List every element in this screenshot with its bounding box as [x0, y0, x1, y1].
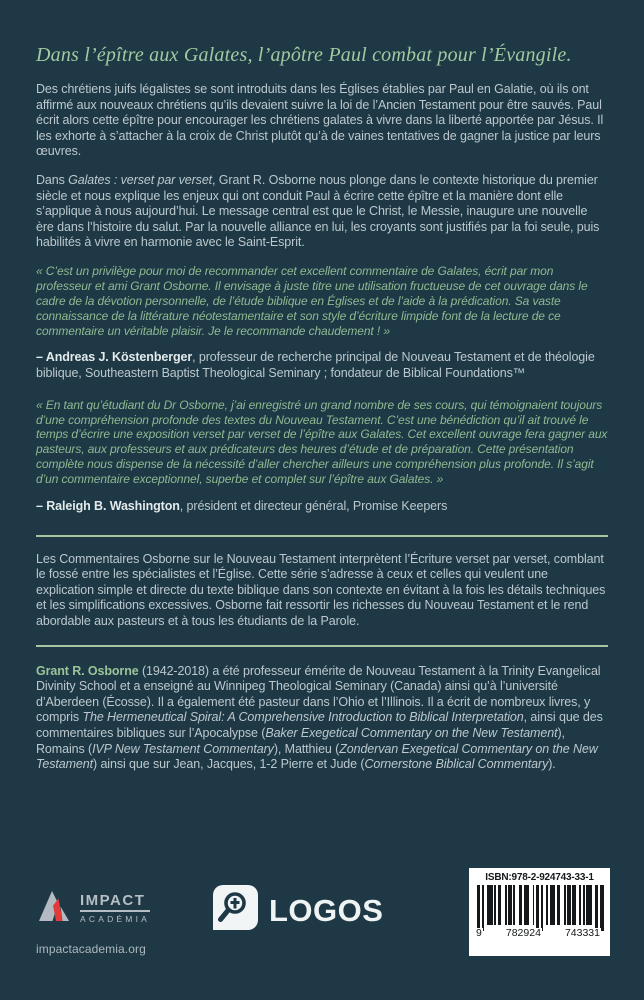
impact-rule [80, 910, 150, 912]
isbn-barcode [469, 868, 610, 956]
isbn-number: ISBN:978-2-924743-33-1 [485, 872, 594, 883]
impact-website-url: impactacademia.org [36, 942, 146, 956]
publisher-footer [36, 862, 610, 972]
impact-logo-lockup [36, 888, 166, 929]
barcode-digit-group: 743331 [564, 927, 600, 939]
divider-bottom [36, 645, 608, 647]
intro-paragraph-2: Dans Galates : verset par verset, Grant R. Osborne nous plonge dans le contexte historique du premier siècle et nous explique les enjeux qui ont conduit Paul à écrire cette épître et la manière dont elle s’applique à nous aujourd’hui. Le message central est que le Christ, le Messie, inaugure une nouvelle ère dans l’histoire du salut. Par la nouvelle alliance en lui, les croyants sont justifiés par la foi seule, puis habilités à vivre en harmonie avec le Saint-Esprit. [36, 172, 600, 250]
impact-name-text: IMPACT [80, 892, 146, 909]
mountain-logo-icon [36, 888, 72, 929]
endorsement-attribution-1: – Andreas J. Köstenberger, professeur de recherche principal de Nouveau Testament et de théologie biblique, Southeastern Baptist Theological Seminary ; fondateur de Biblical Foundations™ [36, 350, 595, 381]
barcode-digits [475, 928, 604, 939]
impact-wordmark [80, 893, 150, 924]
headline: Dans l’épître aux Galates, l’apôtre Paul combat pour l’Évangile. [36, 44, 572, 66]
intro-paragraph-1: Des chrétiens juifs légalistes se sont introduits dans les Églises établies par Paul en Galatie, où ils ont affirmé aux nouveaux chrétiens qu’ils devaient suivre la loi de l’Ancien Testament pour être sauvés. Paul écrit alors cette épître pour encourager les chrétiens galates à vivre dans la liberté apportée par Jésus. Il les exhorte à s’attacher à la croix de Christ plutôt qu’à de vaines tentatives de gagner la justice par leurs œuvres. [36, 82, 604, 159]
series-description: Les Commentaires Osborne sur le Nouveau Testament interprètent l’Écriture verset par verset, comblant le fossé entre les spécialistes et l’Église. Cette série s’adresse à ceux et celles qui veulent une explication simple et directe du texte biblique dans son contexte en évitant à la fois les détails techniques et les simplifications excessives. Osborne fait ressortir les richesses du Nouveau Testament et le rend abordable aux pasteurs et à tous les étudiants de la Parole. [36, 551, 606, 629]
academia-name-text: ACADÉMIA [80, 914, 150, 924]
barcode-digit-group: 782924 [505, 927, 541, 939]
logos-wordmark: LOGOS [269, 892, 384, 928]
logos-logo [212, 884, 383, 936]
impact-academia-logo [36, 862, 166, 956]
barcode-bars [475, 885, 604, 931]
endorsement-attribution-2: – Raleigh B. Washington, président et directeur général, Promise Keepers [36, 499, 448, 514]
author-bio: Grant R. Osborne (1942-2018) a été professeur émérite de Nouveau Testament à la Trinity Evangelical Divinity School et a enseigné au Winnipeg Theological Seminary (Canada) ainsi qu’à l’université d’Aberdeen (Écosse). Il a également été pasteur dans l’Ohio et l’Illinois. Il a écrit de nombreux livres, y compris The Hermeneutical Spiral: A Comprehensive Introduction to Biblical Interpretation, ainsi que des commentaires bibliques sur l’Apocalypse (Baker Exegetical Commentary on the New Testament), Romains (IVP New Testament Commentary), Matthieu (Zondervan Exegetical Commentary on the New Testament) ainsi que sur Jean, Jacques, 1-2 Pierre et Jude (Cornerstone Biblical Commentary). [36, 663, 603, 772]
barcode-digit-group: 9 [476, 927, 482, 939]
endorsement-quote-2: « En tant qu’étudiant du Dr Osborne, j’ai enregistré un grand nombre de ses cours, qui témoignaient toujours d’une compréhension profonde des textes du Nouveau Testament. C’est une bénédiction qu’il ait trouvé le temps d’écrire une exposition verset par verset de l’épître aux Galates. Cet excellent ouvrage fera gagner aux pasteurs, aux professeurs et aux prédicateurs des heures d’étude et de préparation. Cette présentation complète nous dispense de la nécessité d’aller chercher ailleurs une compréhension plus profonde. Il s’agit d’un commentaire exceptionnel, superbe et complet sur l’épître aux Galates. » [36, 397, 608, 487]
magnifier-cross-icon [212, 884, 259, 936]
divider-top [36, 535, 608, 537]
endorsement-quote-1: « C’est un privilège pour moi de recommander cet excellent commentaire de Galates, écrit par mon professeur et ami Grant Osborne. Il envisage à juste titre une utilisation fructueuse de cet ouvrage dans le cadre de la dévotion personnelle, de l’étude biblique en Églises et de l’aide à la prédication. Sa vaste connaissance de la littérature néotestamentaire et son style d’écriture limpide font de la lecture de ce commentaire un véritable plaisir. Je le recommande chaudement ! » [36, 263, 588, 338]
